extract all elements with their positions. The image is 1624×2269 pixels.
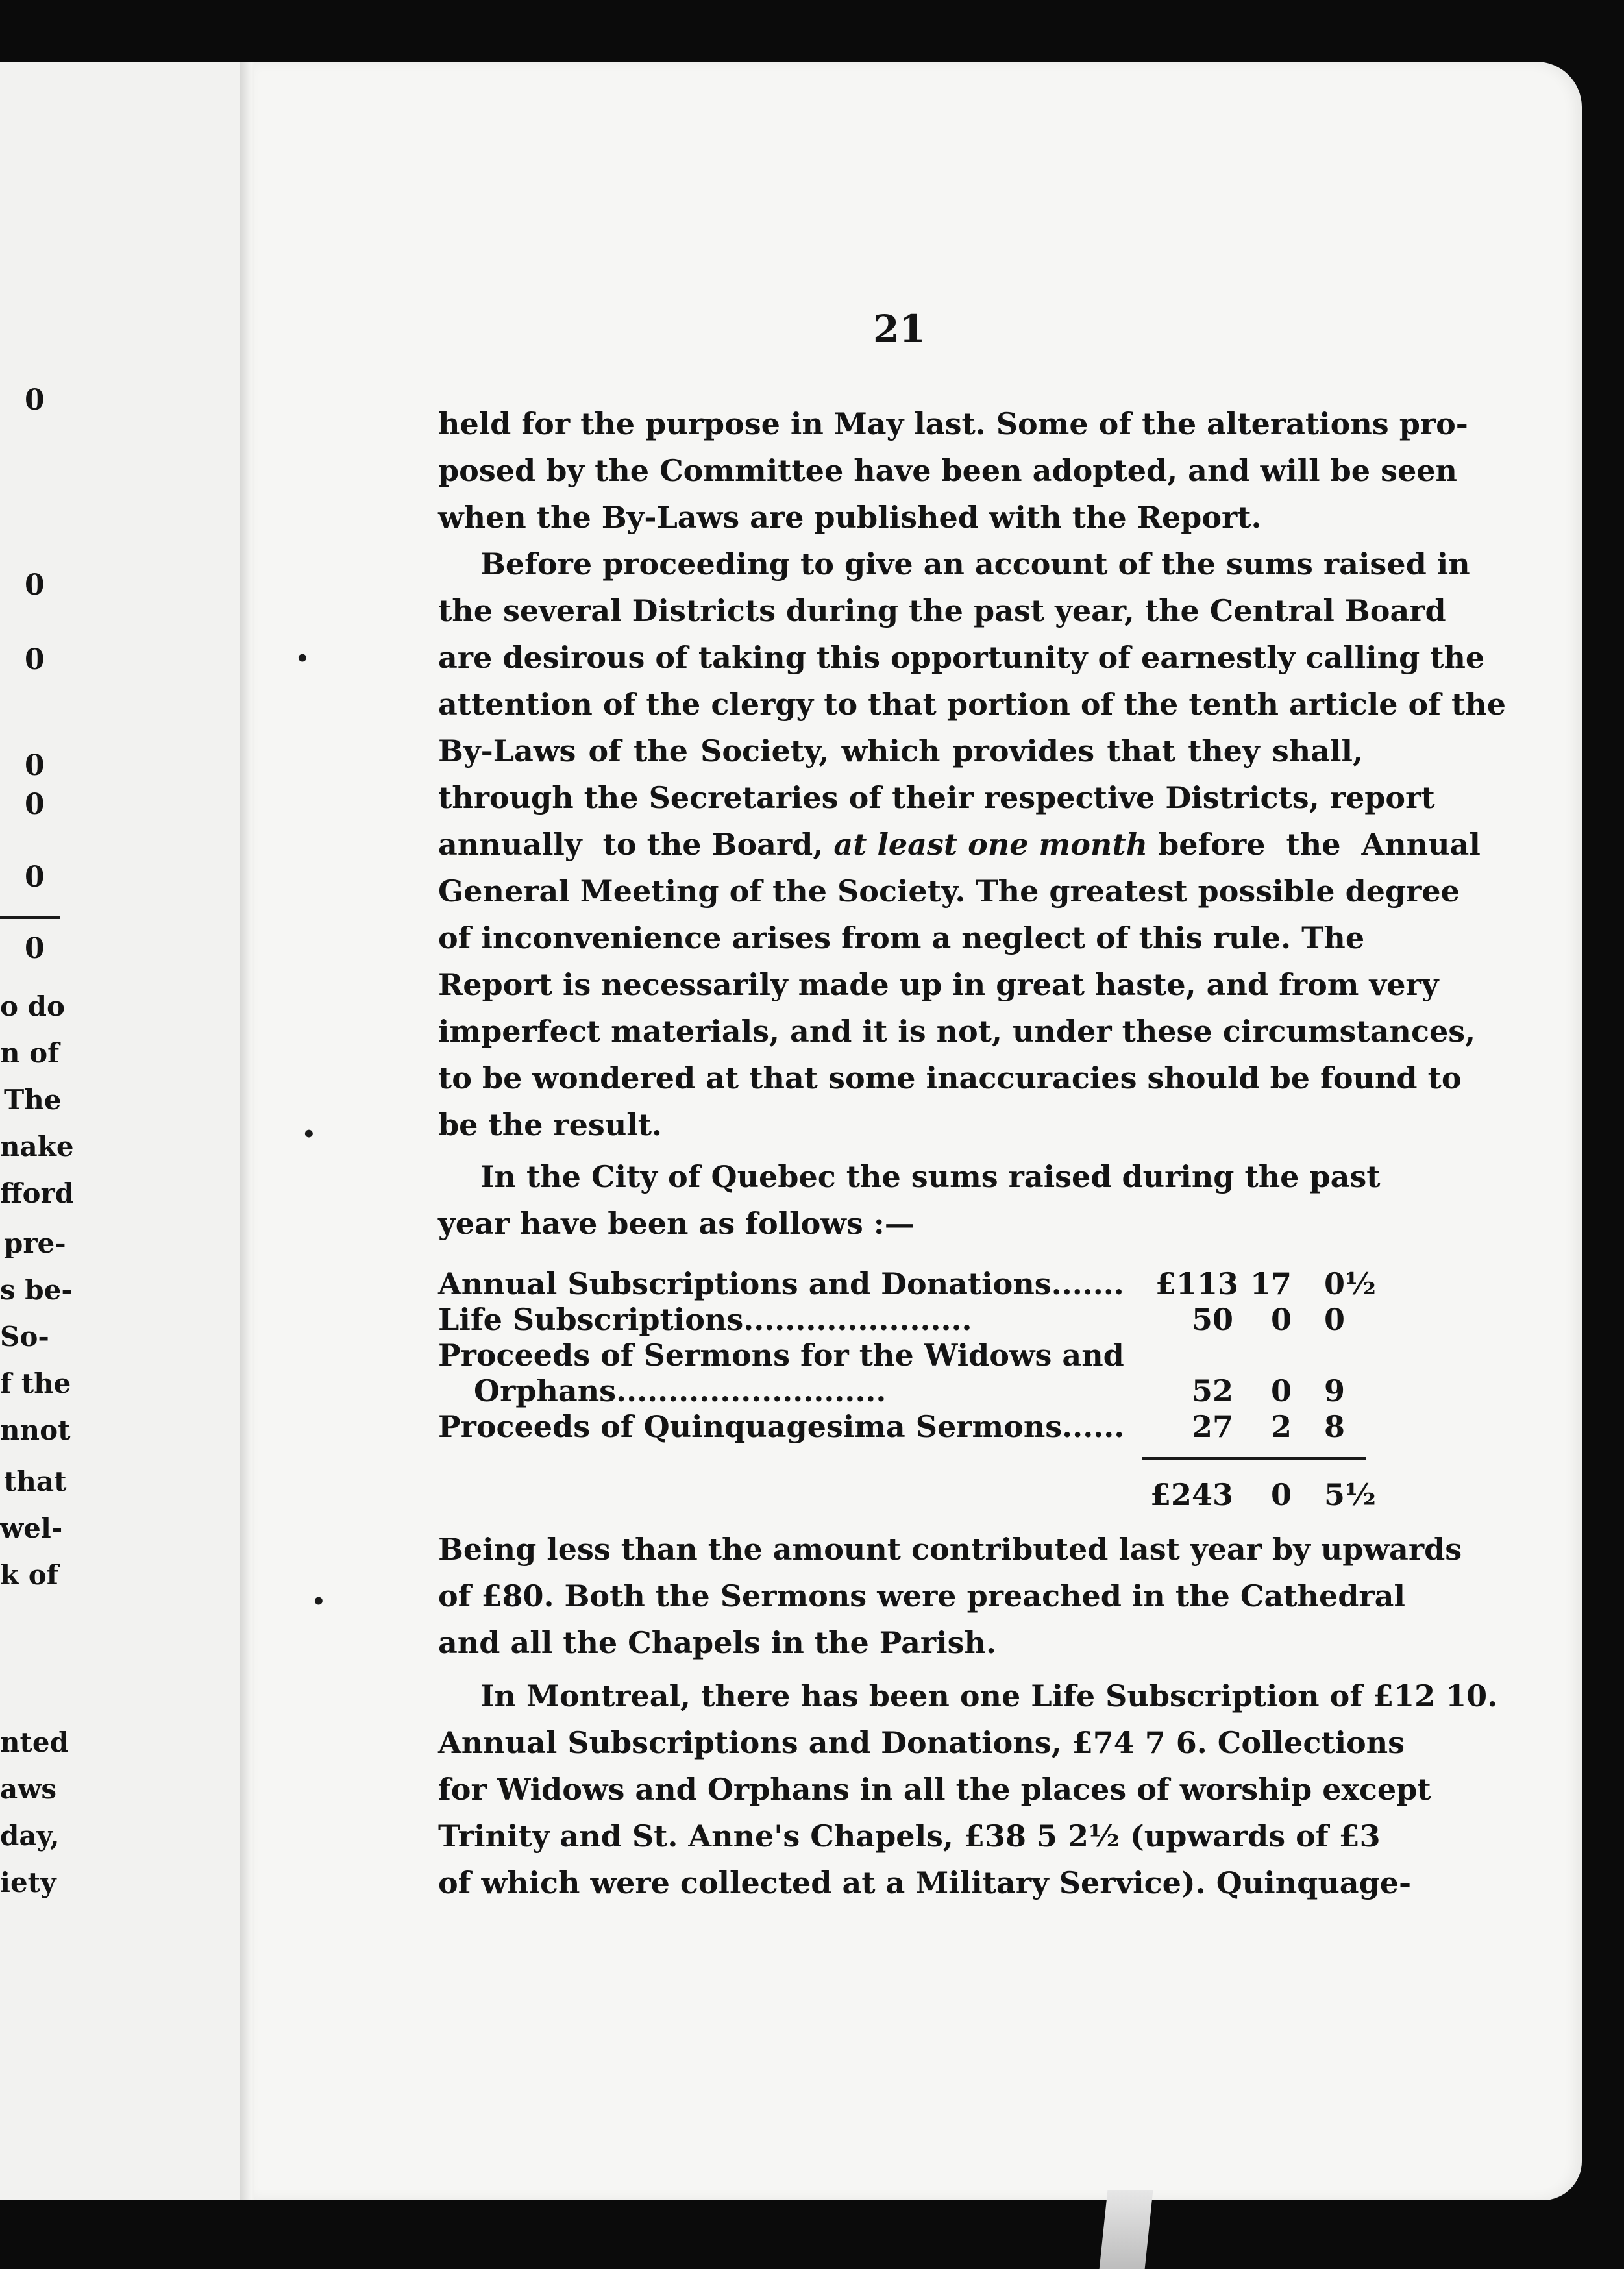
account-pounds: £113: [1155, 1266, 1239, 1301]
left-fragment: pre-: [4, 1227, 66, 1259]
left-zero: 0: [25, 384, 45, 417]
total-shillings: 0: [1270, 1477, 1292, 1512]
text-line: By-Laws of the Society, which provides that they shall,: [438, 733, 1363, 768]
total-pence: 5½: [1324, 1477, 1376, 1512]
text-span: annually to the Board,: [438, 827, 834, 862]
text-line: [438, 827, 1481, 862]
left-zero: 0: [25, 749, 45, 782]
text-line: posed by the Committee have been adopted, and will be seen: [438, 453, 1457, 488]
account-shillings: 17: [1249, 1266, 1292, 1301]
account-label: Proceeds of Sermons for the Widows and: [438, 1338, 1124, 1373]
text-line: attention of the clergy to that portion of the tenth article of the: [438, 687, 1506, 722]
account-shillings: 2: [1270, 1409, 1292, 1444]
left-fragment: iety: [0, 1867, 56, 1898]
left-zero: 0: [25, 861, 45, 894]
text-line: the several Districts during the past year, the Central Board: [438, 593, 1446, 628]
left-fragment: f the: [0, 1368, 71, 1399]
text-line: In the City of Quebec the sums raised during the past: [480, 1159, 1381, 1194]
text-line: of £80. Both the Sermons were preached in the Cathedral: [438, 1578, 1405, 1613]
account-pence: 0: [1324, 1302, 1346, 1337]
account-pence: 9: [1324, 1373, 1346, 1408]
total-rule: [1142, 1457, 1366, 1460]
left-zero: 0: [25, 788, 45, 821]
text-line: year have been as follows :—: [438, 1206, 915, 1241]
left-fragment: wel-: [0, 1512, 63, 1544]
text-line: be the result.: [438, 1107, 662, 1142]
text-line: to be wondered at that some inaccuracies should be found to: [438, 1061, 1462, 1096]
left-fragment: s be-: [0, 1274, 73, 1306]
account-pence: 8: [1324, 1409, 1346, 1444]
account-shillings: 0: [1270, 1302, 1292, 1337]
left-sum-rule: [0, 916, 60, 919]
text-line: Annual Subscriptions and Donations, £74 7 6. Collections: [438, 1725, 1405, 1760]
text-line: General Meeting of the Society. The greatest possible degree: [438, 874, 1460, 909]
left-fragment: k of: [0, 1559, 58, 1591]
text-line: are desirous of taking this opportunity of earnestly calling the: [438, 640, 1485, 675]
text-span: before the Annual: [1148, 827, 1481, 862]
italic-emphasis: at least one month: [833, 827, 1148, 862]
scan-artifact: [1100, 2190, 1153, 2269]
left-fragment: day,: [0, 1820, 60, 1852]
left-fragment: nted: [0, 1726, 69, 1758]
left-fragment: nnot: [0, 1414, 71, 1446]
text-line: Trinity and St. Anne's Chapels, £38 5 2½ (upwards of £3: [438, 1819, 1381, 1854]
text-line: and all the Chapels in the Parish.: [438, 1625, 996, 1660]
left-fragment: o do: [0, 990, 66, 1022]
left-zero: 0: [25, 643, 45, 676]
left-fragment: nake: [0, 1131, 74, 1162]
left-fragment: aws: [0, 1773, 57, 1805]
left-zero: 0: [25, 932, 45, 965]
text-line: Being less than the amount contributed last year by upwards: [438, 1532, 1462, 1567]
binding-mark: •: [302, 1122, 316, 1147]
account-label: Orphans..........................: [474, 1373, 887, 1408]
left-fragment: So-: [0, 1321, 49, 1353]
account-pounds: 52: [1191, 1373, 1233, 1408]
account-label: Proceeds of Quinquagesima Sermons......: [438, 1409, 1125, 1444]
text-line: held for the purpose in May last. Some of the alterations pro-: [438, 406, 1468, 441]
left-fragment: n of: [0, 1037, 60, 1069]
account-label: Life Subscriptions......................: [438, 1302, 972, 1337]
binding-mark: •: [295, 646, 310, 672]
account-pounds: 27: [1191, 1409, 1233, 1444]
total-pounds: £243: [1150, 1477, 1233, 1512]
text-line: imperfect materials, and it is not, under these circumstances,: [438, 1014, 1476, 1049]
text-line: when the By-Laws are published with the Report.: [438, 500, 1262, 535]
text-line: In Montreal, there has been one Life Subscription of £12 10.: [480, 1678, 1498, 1713]
text-line: of which were collected at a Military Service). Quinquage-: [438, 1865, 1412, 1900]
account-label: Annual Subscriptions and Donations.......: [438, 1266, 1124, 1301]
account-pence: 0½: [1324, 1266, 1376, 1301]
binding-mark: •: [312, 1589, 326, 1615]
text-line: for Widows and Orphans in all the places of worship except: [438, 1772, 1431, 1807]
text-line: Report is necessarily made up in great haste, and from very: [438, 967, 1439, 1002]
text-line: through the Secretaries of their respective Districts, report: [438, 780, 1435, 815]
account-pounds: 50: [1191, 1302, 1233, 1337]
text-line: Before proceeding to give an account of the sums raised in: [480, 546, 1470, 582]
left-fragment: that: [4, 1466, 67, 1497]
account-shillings: 0: [1270, 1373, 1292, 1408]
left-zero: 0: [25, 569, 45, 602]
left-fragment: The: [4, 1084, 62, 1116]
text-line: of inconvenience arises from a neglect of this rule. The: [438, 920, 1365, 955]
left-fragment: fford: [0, 1177, 74, 1209]
page-number: 21: [873, 307, 926, 351]
